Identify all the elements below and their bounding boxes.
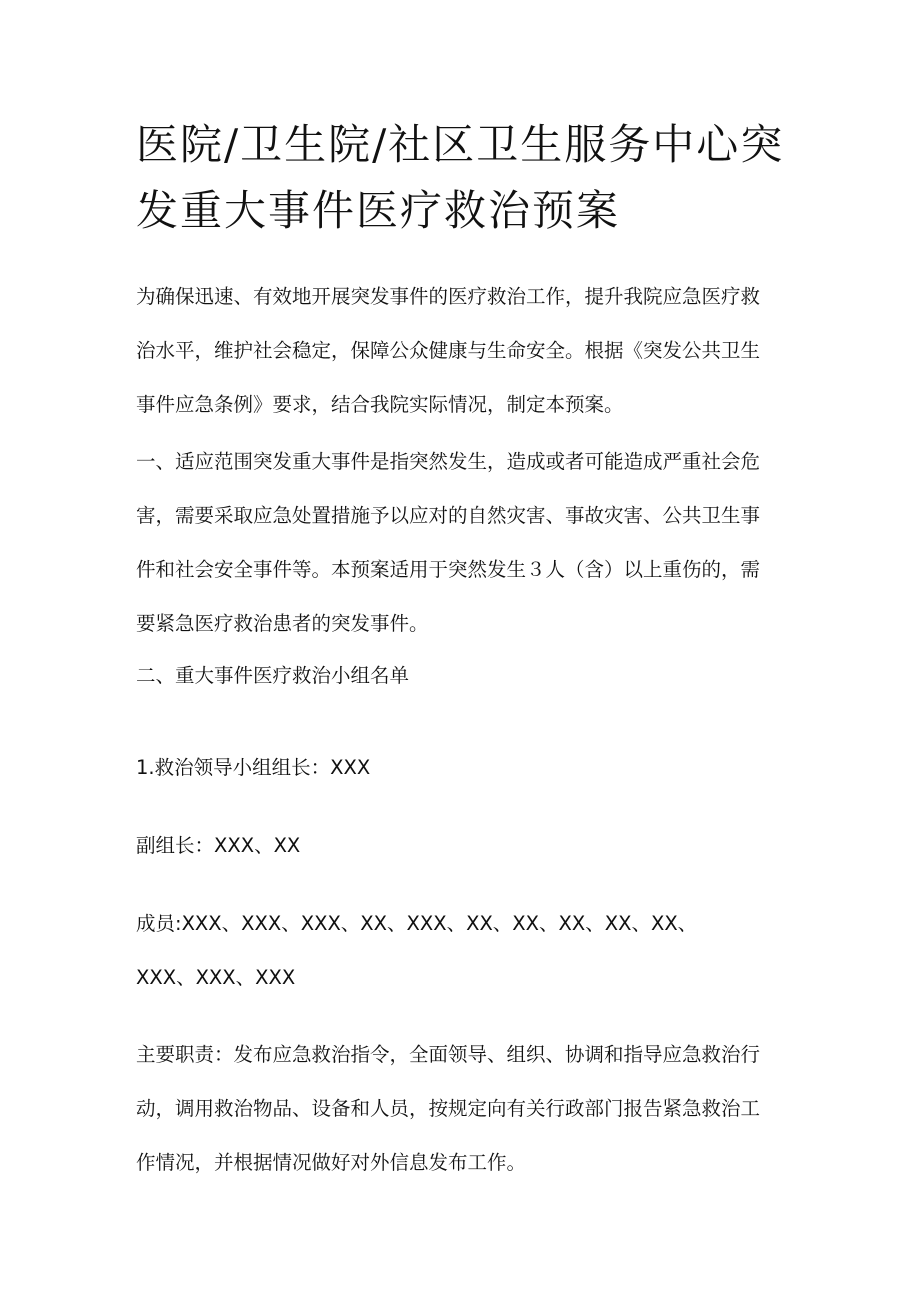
section1-paragraph — [136, 435, 796, 651]
duties-line: 动，调用救治物品、设备和人员，按规定向有关行政部门报告紧急救治工 — [136, 1097, 761, 1120]
intro-line: 治水平，维护社会稳定，保障公众健康与生命安全。根据《突发公共卫生 — [136, 339, 761, 362]
intro-paragraph — [136, 270, 796, 432]
deputy-line: 副组长：XXX、XX — [136, 834, 301, 857]
leader-line: 1.救治领导小组组长：XXX — [136, 756, 371, 779]
section1-line: 害，需要采取应急处置措施予以应对的自然灾害、事故灾害、公共卫生事 — [136, 504, 761, 527]
duties-paragraph — [136, 1028, 796, 1190]
section1-line: 一、适应范围突发重大事件是指突然发生，造成或者可能造成严重社会危 — [136, 450, 761, 473]
section1-line: 件和社会安全事件等。本预案适用于突然发生３人（含）以上重伤的，需 — [136, 558, 761, 581]
intro-line: 事件应急条例》要求，结合我院实际情况，制定本预案。 — [136, 393, 624, 416]
members-paragraph — [136, 897, 796, 1005]
title-line: 发重大事件医疗救治预案 — [136, 186, 621, 235]
members-line: XXX、XXX、XXX — [136, 966, 296, 989]
members-line: 成员:XXX、XXX、XXX、XX、XXX、XX、XX、XX、XX、XX、 — [136, 912, 698, 935]
intro-line: 为确保迅速、有效地开展突发事件的医疗救治工作，提升我院应急医疗救 — [136, 285, 761, 308]
duties-line: 作情况，并根据情况做好对外信息发布工作。 — [136, 1151, 527, 1174]
section2-heading: 二、重大事件医疗救治小组名单 — [136, 664, 410, 687]
document-title — [136, 112, 796, 244]
title-line: 医院/卫生院/社区卫生服务中心突 — [136, 120, 785, 169]
section1-line: 要紧急医疗救治患者的突发事件。 — [136, 612, 429, 635]
duties-line: 主要职责：发布应急救治指令，全面领导、组织、协调和指导应急救治行 — [136, 1043, 761, 1066]
